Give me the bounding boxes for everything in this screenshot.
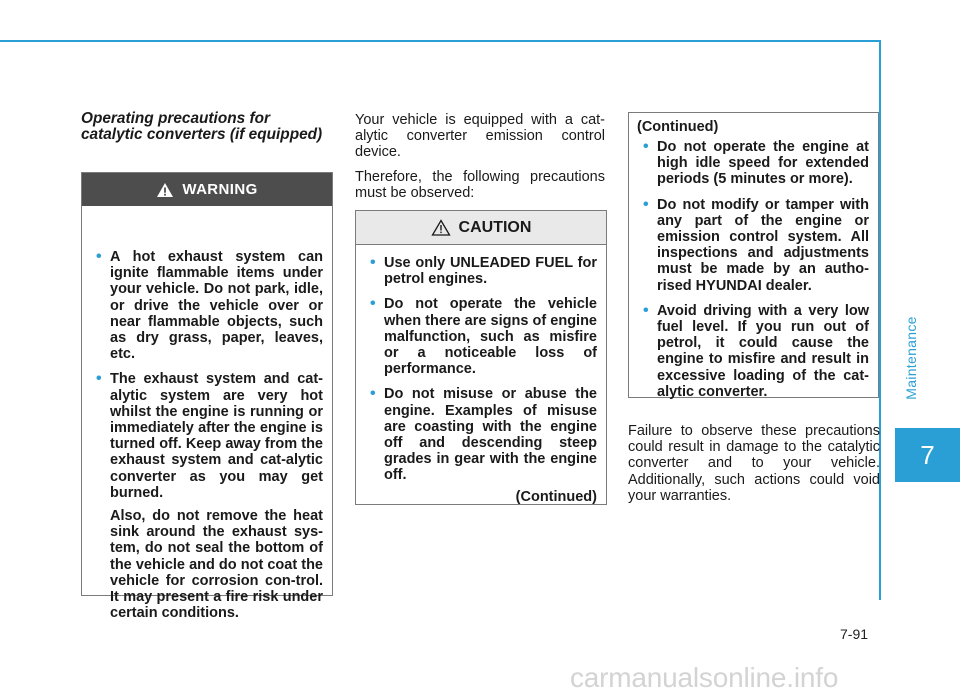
bullet-dot: •: [643, 138, 649, 155]
caution-continued-list: [629, 135, 878, 400]
warning-box: [81, 172, 333, 622]
caution-box: [355, 210, 607, 505]
caution-item-text: Use only UNLEADED FUEL for petrol engines.: [384, 255, 597, 288]
chapter-side-label: [901, 300, 921, 420]
intro-paragraph: Your vehicle is equipped with a cat-alytic converter emission control device.: [355, 112, 605, 161]
caution-triangle-icon: [431, 219, 451, 236]
caution-item: [363, 255, 597, 287]
caution-continued-box: [628, 112, 879, 398]
bullet-dot: •: [96, 248, 102, 265]
caution-item-text: Do not misuse or abuse the engine. Examples of misuse are coasting with the engine off and descending steep grades in gear with the engine off.: [384, 386, 597, 484]
side-rule: [879, 40, 881, 600]
bullet-dot: •: [96, 370, 102, 388]
watermark: carmanualsonline.info: [570, 662, 839, 693]
bullet-dot: •: [370, 385, 376, 403]
warning-list: [82, 206, 332, 501]
caution-item: [363, 386, 597, 483]
bullet-dot: •: [643, 301, 649, 319]
caution-item: [363, 296, 597, 377]
caution-list: [356, 245, 606, 484]
top-rule: [0, 40, 880, 42]
caution-item: [636, 197, 869, 294]
failure-paragraph: Failure to observe these precautions could result in damage to the catalytic converter and to your vehicle. Additionally, such actions could void your warranties.: [628, 423, 880, 504]
chapter-label: Maintenance: [903, 316, 919, 400]
caution-item-text: Avoid driving with a very low fuel level. If you run out of petrol, it could cause the engine to misfire and result in excessive loading of the cat-alytic converter.: [657, 302, 869, 400]
warning-item-text: The exhaust system and cat-alytic system are very hot whilst the engine is running or immediately after the engine is turned off. Keep away from the exhaust system and cat-alytic converter as you may get burned.: [110, 371, 323, 501]
section-title: Operating precautions for catalytic converters (if equipped): [81, 110, 323, 143]
bullet-dot: •: [370, 254, 376, 271]
bullet-dot: •: [643, 195, 649, 213]
warning-item: [89, 249, 323, 362]
continued-label: (Continued): [637, 119, 719, 135]
caution-header: [356, 211, 606, 245]
intro-text: [355, 112, 605, 209]
bullet-dot: •: [370, 295, 376, 313]
caution-header-label: CAUTION: [458, 218, 532, 236]
caution-item: [636, 139, 869, 188]
caution-item-text: Do not operate the engine at high idle speed for extended periods (5 minutes or more).: [657, 139, 869, 188]
caution-continued-note: (Continued): [515, 488, 597, 505]
warning-item-text: A hot exhaust system can ignite flammable items under your vehicle. Do not park, idle, or drive the vehicle over or near flammable objects, such as dry grass, paper, leaves, etc.: [110, 249, 323, 363]
warning-header: [82, 173, 332, 206]
page-number: 7-91: [840, 626, 869, 642]
failure-text: [628, 423, 880, 504]
warning-header-label: WARNING: [182, 181, 258, 198]
caution-item: [636, 303, 869, 400]
caution-item-text: Do not modify or tamper with any part of the engine or emission control system. All inspections and adjustments must be made by an autho-rised HYUNDAI dealer.: [657, 196, 869, 294]
warning-extra-text: Also, do not remove the heat sink around the exhaust sys-tem, do not seal the bottom of the vehicle and do not coat the vehicle for corrosion con-trol. It may present a fire risk under certain conditions.: [110, 508, 323, 622]
warning-triangle-icon: [156, 182, 174, 198]
intro-paragraph: Therefore, the following precautions must be observed:: [355, 168, 605, 201]
chapter-tab: 7: [895, 428, 960, 482]
caution-item-text: Do not operate the vehicle when there are signs of engine malfunction, such as misfire or a noticeable loss of performance.: [384, 296, 597, 378]
warning-item: [89, 371, 323, 501]
